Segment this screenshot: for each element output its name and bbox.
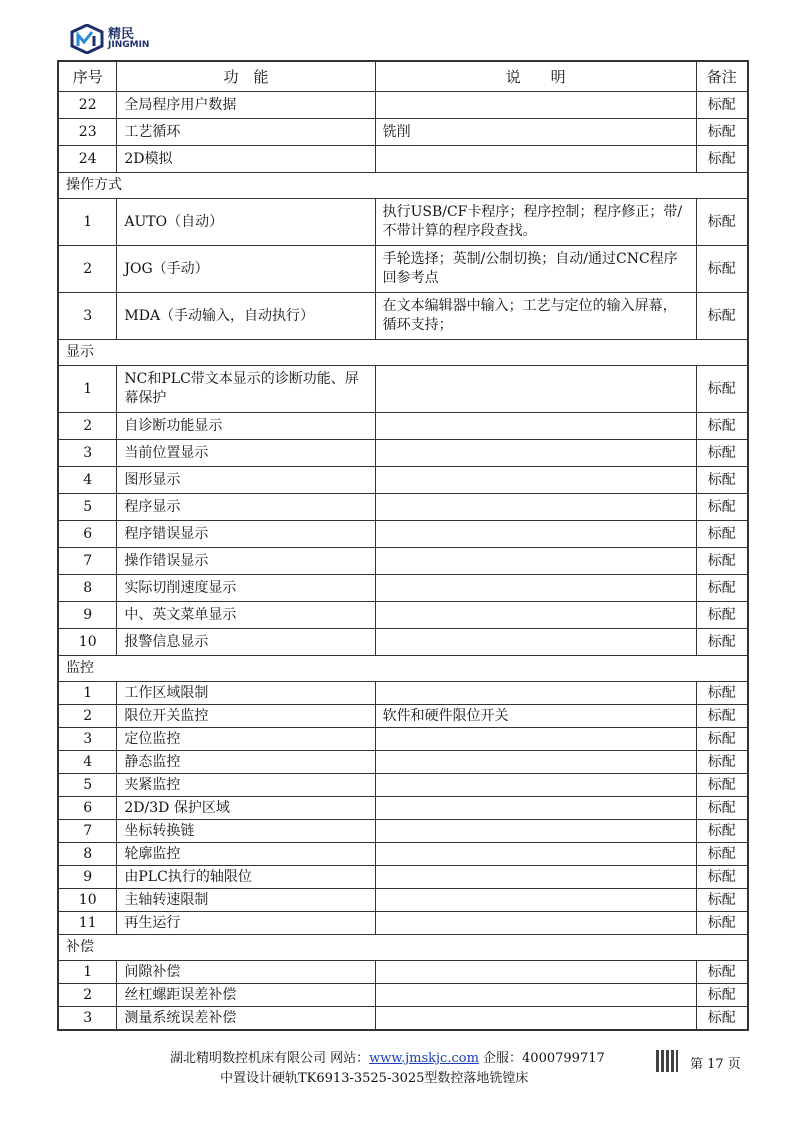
- cell-no: 5: [58, 494, 117, 521]
- cell-desc: [375, 728, 696, 751]
- cell-desc: [375, 843, 696, 866]
- section-title: 操作方式: [58, 173, 748, 199]
- logo-en: JINGMIN: [108, 40, 150, 50]
- table-row: [58, 961, 748, 984]
- cell-no: 1: [58, 199, 117, 246]
- service-phone: 企服：4000799717: [478, 1051, 605, 1066]
- cell-no: 24: [58, 146, 117, 173]
- header-no: 序号: [58, 61, 117, 92]
- section-title: 显示: [58, 340, 748, 366]
- cell-no: 10: [58, 889, 117, 912]
- cell-func: 报警信息显示: [117, 629, 375, 656]
- cell-no: 7: [58, 820, 117, 843]
- table-row: [58, 119, 748, 146]
- table-row: [58, 199, 748, 246]
- cell-desc: [375, 548, 696, 575]
- cell-no: 1: [58, 961, 117, 984]
- cell-no: 10: [58, 629, 117, 656]
- cell-no: 9: [58, 866, 117, 889]
- cell-desc: 手轮选择；英制/公制切换；自动/通过CNC程序回参考点: [375, 246, 696, 293]
- cell-note: 标配: [696, 494, 748, 521]
- table-row: [58, 820, 748, 843]
- cell-no: 11: [58, 912, 117, 935]
- cell-no: 1: [58, 366, 117, 413]
- header-note: 备注: [696, 61, 748, 92]
- cell-note: 标配: [696, 467, 748, 494]
- table-row: [58, 92, 748, 119]
- cell-desc: [375, 984, 696, 1007]
- cell-no: 3: [58, 728, 117, 751]
- cell-note: 标配: [696, 548, 748, 575]
- cell-no: 6: [58, 521, 117, 548]
- cell-desc: [375, 366, 696, 413]
- cell-note: 标配: [696, 440, 748, 467]
- cell-desc: 铣削: [375, 119, 696, 146]
- cell-func: 主轴转速限制: [117, 889, 375, 912]
- cell-no: 2: [58, 246, 117, 293]
- table-row: [58, 146, 748, 173]
- cell-no: 22: [58, 92, 117, 119]
- cell-note: 标配: [696, 521, 748, 548]
- cell-no: 3: [58, 440, 117, 467]
- cell-no: 4: [58, 467, 117, 494]
- cell-note: 标配: [696, 146, 748, 173]
- page-number: 第 17 页: [690, 1057, 741, 1072]
- cell-note: 标配: [696, 293, 748, 340]
- cell-note: 标配: [696, 912, 748, 935]
- cell-desc: [375, 629, 696, 656]
- cell-desc: [375, 413, 696, 440]
- cell-func: 轮廓监控: [117, 843, 375, 866]
- table-row: [58, 521, 748, 548]
- cell-note: 标配: [696, 199, 748, 246]
- cell-note: 标配: [696, 774, 748, 797]
- section-row: [58, 173, 748, 199]
- cell-note: 标配: [696, 843, 748, 866]
- table-row: [58, 728, 748, 751]
- table-row: [58, 413, 748, 440]
- cell-func: 操作错误显示: [117, 548, 375, 575]
- cell-desc: [375, 682, 696, 705]
- table-row: [58, 1007, 748, 1031]
- cell-no: 3: [58, 293, 117, 340]
- cell-func: 全局程序用户数据: [117, 92, 375, 119]
- table-row: [58, 774, 748, 797]
- cell-no: 9: [58, 602, 117, 629]
- qr-code-icon: [656, 1050, 678, 1072]
- table-row: [58, 440, 748, 467]
- cell-desc: [375, 797, 696, 820]
- cell-note: 标配: [696, 1007, 748, 1031]
- cell-func: 图形显示: [117, 467, 375, 494]
- cell-func: 程序错误显示: [117, 521, 375, 548]
- table-row: [58, 467, 748, 494]
- table-row: [58, 866, 748, 889]
- cell-desc: [375, 912, 696, 935]
- table-row: [58, 494, 748, 521]
- table-row: [58, 797, 748, 820]
- company-name: 湖北精明数控机床有限公司 网站：: [170, 1051, 370, 1066]
- cell-desc: [375, 494, 696, 521]
- table-row: [58, 293, 748, 340]
- footer-company: [170, 1047, 605, 1066]
- section-title: 补偿: [58, 935, 748, 961]
- logo-icon: [70, 24, 104, 54]
- header-desc: 说 明: [375, 61, 696, 92]
- cell-func: 定位监控: [117, 728, 375, 751]
- cell-desc: [375, 467, 696, 494]
- cell-func: 自诊断功能显示: [117, 413, 375, 440]
- company-logo: [70, 24, 149, 54]
- cell-note: 标配: [696, 575, 748, 602]
- cell-desc: [375, 440, 696, 467]
- section-title: 监控: [58, 656, 748, 682]
- cell-note: 标配: [696, 629, 748, 656]
- table-row: [58, 984, 748, 1007]
- cell-note: 标配: [696, 961, 748, 984]
- cell-func: 当前位置显示: [117, 440, 375, 467]
- spec-table: [57, 60, 749, 1031]
- table-row: [58, 366, 748, 413]
- table-row: [58, 751, 748, 774]
- cell-desc: [375, 575, 696, 602]
- cell-note: 标配: [696, 119, 748, 146]
- cell-func: 2D模拟: [117, 146, 375, 173]
- cell-func: 静态监控: [117, 751, 375, 774]
- cell-no: 2: [58, 705, 117, 728]
- cell-desc: [375, 774, 696, 797]
- cell-func: MDA（手动输入，自动执行）: [117, 293, 375, 340]
- cell-note: 标配: [696, 246, 748, 293]
- cell-func: 限位开关监控: [117, 705, 375, 728]
- table-row: [58, 629, 748, 656]
- cell-no: 2: [58, 413, 117, 440]
- website-link[interactable]: www.jmskjc.com: [369, 1051, 479, 1066]
- cell-no: 6: [58, 797, 117, 820]
- cell-no: 4: [58, 751, 117, 774]
- table-row: [58, 575, 748, 602]
- table-row: [58, 843, 748, 866]
- cell-func: 工艺循环: [117, 119, 375, 146]
- cell-no: 5: [58, 774, 117, 797]
- cell-note: 标配: [696, 728, 748, 751]
- cell-func: 2D/3D 保护区域: [117, 797, 375, 820]
- cell-desc: [375, 146, 696, 173]
- header-func: 功 能: [117, 61, 375, 92]
- table-row: [58, 682, 748, 705]
- cell-desc: 软件和硬件限位开关: [375, 705, 696, 728]
- cell-func: 间隙补偿: [117, 961, 375, 984]
- cell-func: 再生运行: [117, 912, 375, 935]
- table-row: [58, 912, 748, 935]
- cell-no: 8: [58, 575, 117, 602]
- table-row: [58, 705, 748, 728]
- cell-note: 标配: [696, 92, 748, 119]
- cell-func: 工作区域限制: [117, 682, 375, 705]
- cell-note: 标配: [696, 751, 748, 774]
- cell-no: 2: [58, 984, 117, 1007]
- section-row: [58, 935, 748, 961]
- cell-func: 中、英文菜单显示: [117, 602, 375, 629]
- cell-desc: [375, 92, 696, 119]
- cell-desc: [375, 820, 696, 843]
- table-row: [58, 246, 748, 293]
- table-row: [58, 548, 748, 575]
- cell-func: 坐标转换链: [117, 820, 375, 843]
- table-row: [58, 602, 748, 629]
- cell-note: 标配: [696, 682, 748, 705]
- cell-no: 1: [58, 682, 117, 705]
- cell-desc: [375, 961, 696, 984]
- table-header: [58, 61, 748, 92]
- cell-func: 实际切削速度显示: [117, 575, 375, 602]
- section-row: [58, 656, 748, 682]
- cell-note: 标配: [696, 866, 748, 889]
- cell-desc: [375, 521, 696, 548]
- cell-desc: [375, 1007, 696, 1031]
- cell-note: 标配: [696, 889, 748, 912]
- table-row: [58, 889, 748, 912]
- cell-func: 由PLC执行的轴限位: [117, 866, 375, 889]
- footer-model: 中置设计硬轨TK6913-3525-3025型数控落地铣镗床: [220, 1071, 529, 1086]
- cell-desc: [375, 602, 696, 629]
- cell-note: 标配: [696, 705, 748, 728]
- cell-desc: 在文本编辑器中输入；工艺与定位的输入屏幕， 循环支持；: [375, 293, 696, 340]
- cell-no: 7: [58, 548, 117, 575]
- cell-note: 标配: [696, 797, 748, 820]
- cell-note: 标配: [696, 602, 748, 629]
- logo-cn: 精民: [108, 27, 135, 42]
- cell-no: 8: [58, 843, 117, 866]
- cell-func: 丝杠螺距误差补偿: [117, 984, 375, 1007]
- cell-desc: [375, 751, 696, 774]
- section-row: [58, 340, 748, 366]
- cell-desc: [375, 866, 696, 889]
- cell-no: 23: [58, 119, 117, 146]
- cell-note: 标配: [696, 820, 748, 843]
- cell-desc: [375, 889, 696, 912]
- cell-func: 程序显示: [117, 494, 375, 521]
- cell-func: NC和PLC带文本显示的诊断功能、屏幕保护: [117, 366, 375, 413]
- cell-func: JOG（手动）: [117, 246, 375, 293]
- cell-func: AUTO（自动）: [117, 199, 375, 246]
- cell-func: 测量系统误差补偿: [117, 1007, 375, 1031]
- cell-note: 标配: [696, 984, 748, 1007]
- cell-note: 标配: [696, 413, 748, 440]
- cell-no: 3: [58, 1007, 117, 1031]
- cell-func: 夹紧监控: [117, 774, 375, 797]
- cell-note: 标配: [696, 366, 748, 413]
- cell-desc: 执行USB/CF卡程序；程序控制；程序修正；带/不带计算的程序段查找。: [375, 199, 696, 246]
